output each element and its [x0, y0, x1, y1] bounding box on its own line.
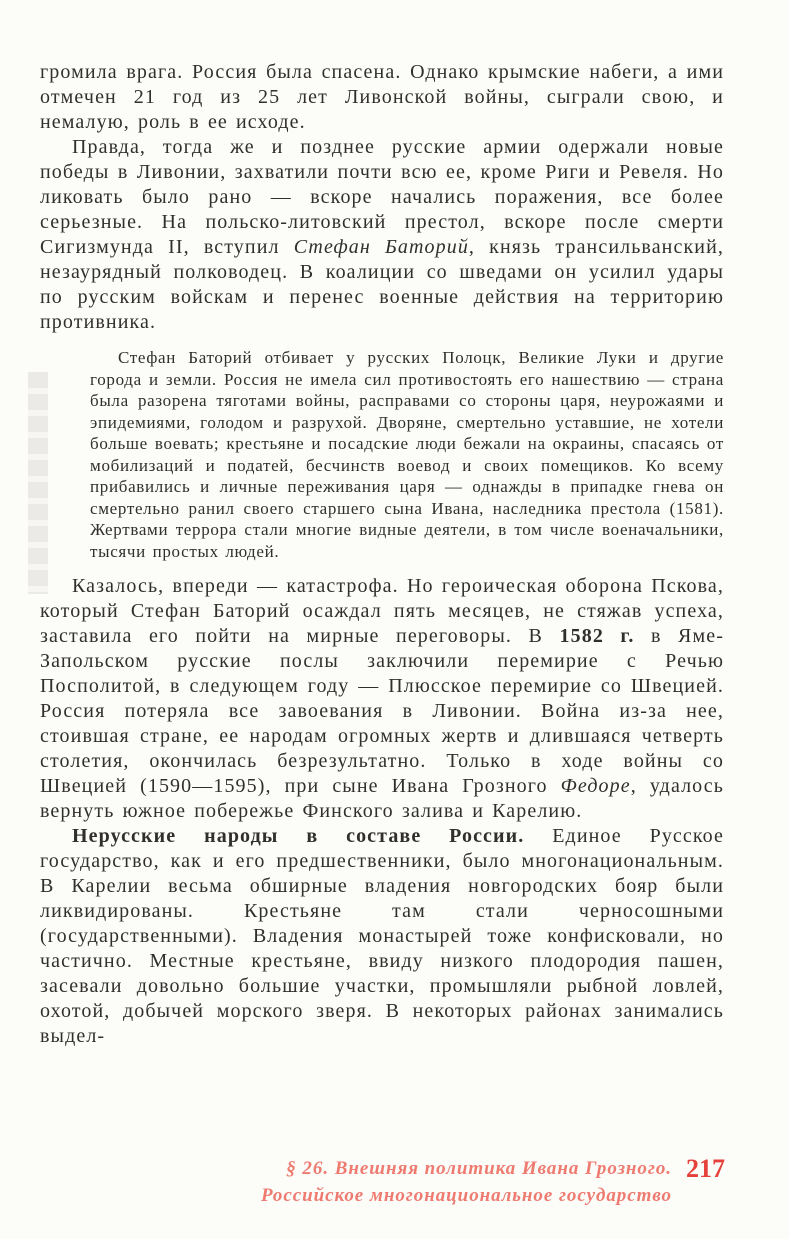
text-run: , удалось вернуть южное побережье Финского залива и Карелию.	[40, 775, 724, 822]
text-run: , князь трансильванский, незаурядный полководец. В коалиции со шведами он усилил удары по русским войскам и перенес военные действия на территорию противника.	[40, 236, 724, 333]
paragraph-livonia-batory	[40, 135, 724, 335]
text-run: Правда, тогда же и позднее русские армии одержали новые победы в Ливонии, захватили почти всю ее, кроме Риги и Ревеля. Но ликовать было рано — вскоре начались поражения, все более серьезные. На польско-литовский престол, вскоре после смерти Сигизмунда II, вступил	[40, 136, 724, 258]
text-run: Казалось, впереди — катастрофа. Но героическая оборона Пскова, который Стефан Баторий осаждал пять месяцев, не стяжав успеха, заставила его пойти на мирные переговоры. В	[40, 575, 724, 647]
page-number: 217	[686, 1154, 725, 1183]
bold-run-section-lead: Нерусские народы в составе России.	[72, 825, 525, 847]
italic-run-fyodor: Федоре	[560, 775, 631, 797]
text-run: громила врага. Россия была спасена. Однако крымские набеги, а ими отмечен 21 год из 25 лет Ливонской войны, сыграли свою, и немалую, роль в ее исходе.	[40, 61, 724, 133]
paragraph-crimean-raids	[40, 60, 724, 135]
text-run: Единое Русское государство, как и его предшественники, было многонациональным. В Карелии весьма обширные владения новгородских бояр были ликвидированы. Крестьяне там стали черносошными (государственными). Владения монастырей тоже конфисковали, но частично. Местные крестьяне, ввиду низкого плодородия пашен, засевали довольно большие участки, промышляли рыбной ловлей, охотой, добычей морского зверя. В некоторых районах занимались выдел-	[40, 825, 724, 1047]
footer-line2: Российское многонациональное государство	[261, 1185, 672, 1206]
footer-line1: § 26. Внешняя политика Ивана Грозного.	[286, 1158, 672, 1179]
text-run: Стефан Баторий отбивает у русских Полоцк, Великие Луки и другие города и земли. Россия не имела сил противостоять его нашествию — страна была разорена тяготами войны, расправами со стороны царя, неурожаями и эпидемиями, голодом и разрухой. Дворяне, смертельно уставшие, не хотели больше воевать; крестьяне и посадские люди бежали на окраины, спасаясь от мобилизаций и податей, бесчинств воевод и своих помещиков. Ко всему прибавились и личные переживания царя — однажды в припадке гнева он смертельно ранил своего старшего сына Ивана, наследника престола (1581). Жертвами террора стали многие видные деятели, в том числе военачальники, тысячи простых людей.	[90, 348, 724, 561]
page-text-column	[40, 60, 724, 1049]
footer-running-title	[261, 1155, 672, 1209]
page-footer	[261, 1155, 725, 1209]
bold-run-year-1582: 1582 г.	[559, 625, 635, 647]
paragraph-pskov-truce	[40, 574, 724, 824]
text-run: в Яме-Запольском русские послы заключили перемирие с Речью Посполитой, в следующем году — Плюсское перемирие со Швецией. Россия потеряла все завоевания в Ливонии. Война из-за нее, стоившая стране, ее народам огромных жертв и длившаяся четверть столетия, окончилась безрезультатно. Только в ходе войны со Швецией (1590—1595), при сыне Ивана Грозного	[40, 625, 724, 797]
italic-run-batory: Стефан Баторий	[293, 236, 469, 258]
inset-paragraph-batory-campaign	[90, 347, 724, 562]
paragraph-non-russian-peoples	[40, 824, 724, 1049]
